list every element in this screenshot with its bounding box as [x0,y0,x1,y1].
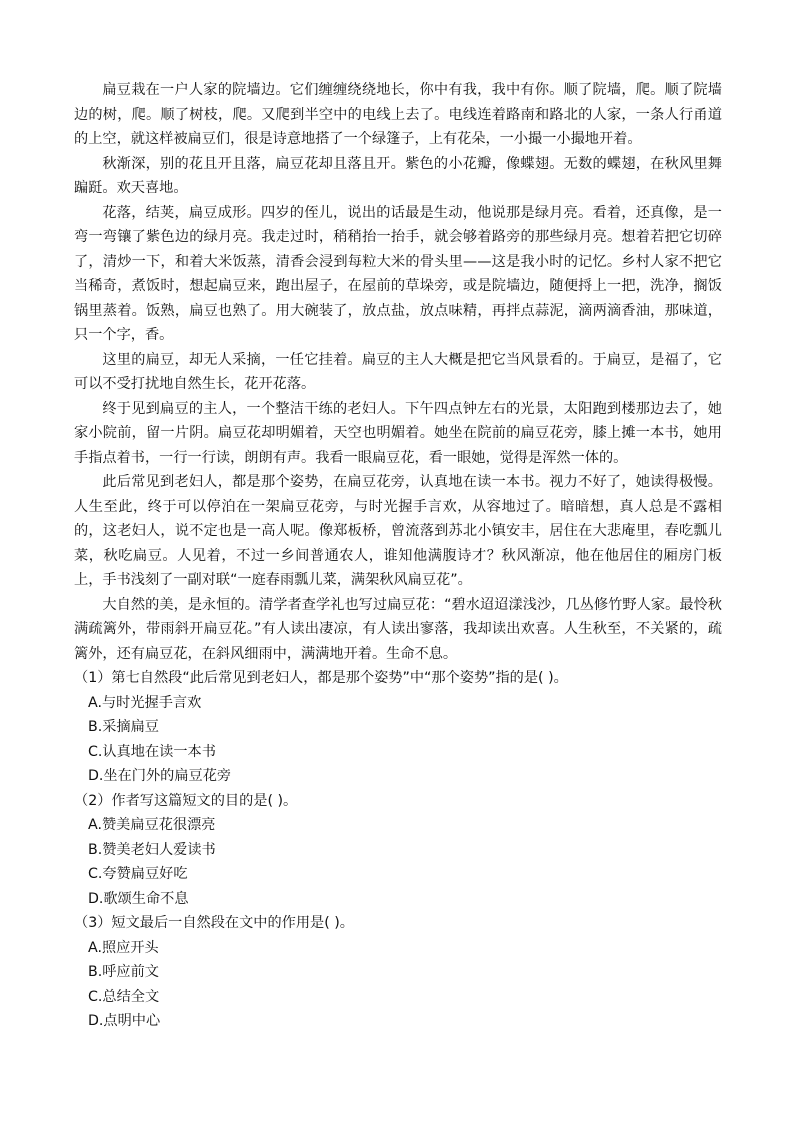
option-a: A.赞美扁豆花很漂亮 [88,817,216,833]
option-list [74,691,722,789]
passage-paragraph-3: 花落，结荚，扁豆成形。四岁的侄儿，说出的话最是生动，他说那是绿月亮。看着，还真像，是一弯一弯镶了紫色边的绿月亮。我走过时，稍稍抬一抬手，就会够着路旁的那些绿月亮。想着若把它切碎了，清炒一下，和着大米饭蒸，清香会浸到每粒大米的骨头里——这是我小时的记忆。乡村人家不把它当稀奇，煮饭时，想起扁豆来，跑出屋子，在屋前的草垛旁，或是院墙边，随便捋上一把，洗净，搁饭锅里蒸着。饭熟，扁豆也熟了。用大碗装了，放点盐，放点味精，再拌点蒜泥，滴两滴香油，那味道，只一个字，香。 [74,204,722,343]
option-d: D.歌颂生命不息 [88,890,189,907]
question-2 [74,789,722,912]
passage-paragraph-6: 此后常见到老妇人，都是那个姿势，在扁豆花旁，认真地在读一本书。视力不好了，她读得极慢。人生至此，终于可以停泊在一架扁豆花旁，与时光握手言欢，从容地过了。暗暗想，真人总是不露相的，这老妇人，说不定也是一高人呢。像郑板桥，曾流落到苏北小镇安丰，居住在大悲庵里，春吃瓢儿菜，秋吃扁豆。人见着，不过一乡间普通农人，谁知他满腹诗才？秋风渐凉，他在他居住的厢房门板上，手书浅刻了一副对联“一庭春雨瓢儿菜，满架秋风扁豆花”。 [74,474,722,588]
passage-paragraph-5: 终于见到扁豆的主人，一个整洁干练的老妇人。下午四点钟左右的光景，太阳跑到楼那边去了，她家小院前，留一片阴。扁豆花却明媚着，天空也明媚着。她坐在院前的扁豆花旁，膝上摊一本书，她用手指点着书，一行一行读，朗朗有声。我看一眼扁豆花，看一眼她，觉得是浑然一体的。 [74,400,722,466]
passage-paragraph-7: 大自然的美，是永恒的。清学者查学礼也写过扁豆花：“碧水迢迢漾浅沙，几丛修竹野人家。最怜秋满疏篱外，带雨斜开扁豆花。”有人读出凄凉，有人读出寥落，我却读出欢喜。人生秋至，不关紧的，疏篱外，还有扁豆花，在斜风细雨中，满满地开着。生命不息。 [74,596,722,662]
question-3 [74,911,722,1034]
question-stem: （3）短文最后一自然段在文中的作用是( )。 [74,915,354,931]
option-b: B.呼应前文 [88,964,159,980]
question-1 [74,666,722,789]
passage-paragraph-2: 秋渐深，别的花且开且落，扁豆花却且落且开。紫色的小花瓣，像蝶翅。无数的蝶翅，在秋风里舞蹁跹。欢天喜地。 [74,155,722,196]
option-list [74,813,722,911]
passage-paragraph-1: 扁豆栽在一户人家的院墙边。它们缠缠绕绕地长，你中有我，我中有你。顺了院墙，爬。顺了院墙边的树，爬。顺了树枝，爬。又爬到半空中的电线上去了。电线连着路南和路北的人家，一条人行甬道的上空，就这样被扁豆们，很是诗意地搭了一个绿篷子，上有花朵，一小撮一小撮地开着。 [74,82,722,147]
option-b: B.赞美老妇人爱读书 [88,841,216,858]
option-d: D.坐在门外的扁豆花旁 [88,768,232,784]
question-stem: （1）第七自然段“此后常见到老妇人，都是那个姿势”中“那个姿势”指的是( )。 [74,670,568,686]
option-a: A.照应开头 [88,939,159,956]
passage-paragraph-4: 这里的扁豆，却无人采摘，一任它挂着。扁豆的主人大概是把它当风景看的。于扁豆，是福了，它可以不受打扰地自然生长，花开花落。 [74,351,722,392]
option-b: B.采摘扁豆 [88,719,159,735]
option-list [74,936,722,1034]
question-stem: （2）作者写这篇短文的目的是( )。 [74,792,298,809]
option-a: A.与时光握手言欢 [88,694,202,711]
option-d: D.点明中心 [88,1013,161,1029]
reading-passage [74,78,722,666]
option-c: C.总结全文 [88,988,160,1005]
question-list [74,666,722,1034]
document-page [74,78,722,1034]
option-c: C.夸赞扁豆好吃 [88,866,188,882]
option-c: C.认真地在读一本书 [88,743,216,760]
